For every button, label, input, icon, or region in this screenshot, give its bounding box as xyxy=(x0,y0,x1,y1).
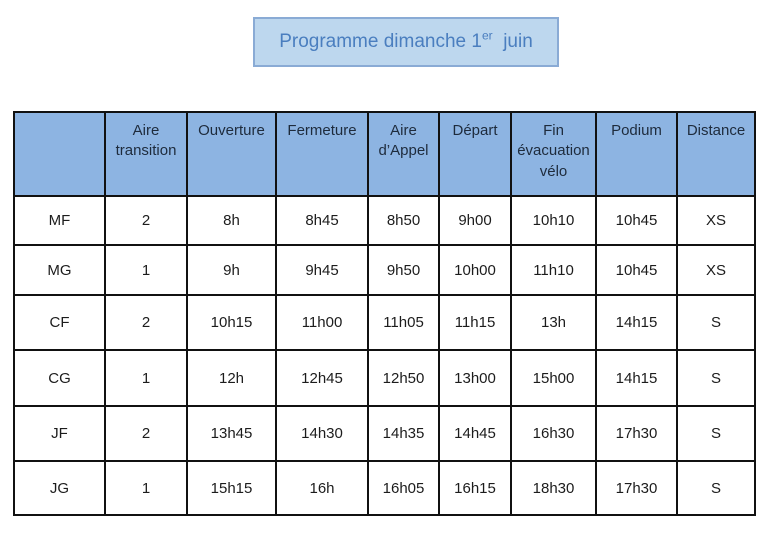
table-cell: 9h xyxy=(187,245,276,295)
header-cell-podium: Podium xyxy=(596,112,677,196)
table-cell: 15h00 xyxy=(511,350,596,406)
table-cell: 13h00 xyxy=(439,350,511,406)
header-cell-aire-transition: Aire transition xyxy=(105,112,187,196)
table-cell: 12h45 xyxy=(276,350,368,406)
table-cell: 16h xyxy=(276,461,368,515)
table-cell: 17h30 xyxy=(596,461,677,515)
table-cell: 13h45 xyxy=(187,406,276,461)
table-row xyxy=(14,406,755,461)
table-cell: 8h50 xyxy=(368,196,439,245)
table-cell: 14h30 xyxy=(276,406,368,461)
table-cell: 17h30 xyxy=(596,406,677,461)
table-cell: 1 xyxy=(105,461,187,515)
table-row xyxy=(14,350,755,406)
table-cell: S xyxy=(677,295,755,350)
table-cell: XS xyxy=(677,196,755,245)
table-cell: S xyxy=(677,461,755,515)
table-cell: 11h05 xyxy=(368,295,439,350)
table-cell: 1 xyxy=(105,245,187,295)
table-cell: 9h45 xyxy=(276,245,368,295)
header-cell-category xyxy=(14,112,105,196)
row-label: CG xyxy=(14,350,105,406)
table-cell: 10h10 xyxy=(511,196,596,245)
table-cell: XS xyxy=(677,245,755,295)
table-row xyxy=(14,196,755,245)
table-cell: 11h00 xyxy=(276,295,368,350)
table-cell: 14h45 xyxy=(439,406,511,461)
table-cell: 12h50 xyxy=(368,350,439,406)
table-cell: 2 xyxy=(105,295,187,350)
row-label: JF xyxy=(14,406,105,461)
table-cell: 16h30 xyxy=(511,406,596,461)
header-cell-aire-appel: Aire d’Appel xyxy=(368,112,439,196)
table-cell: S xyxy=(677,406,755,461)
row-label: CF xyxy=(14,295,105,350)
row-label: MG xyxy=(14,245,105,295)
header-row xyxy=(14,112,755,196)
page-title-suffix: juin xyxy=(492,31,533,52)
header-cell-ouverture: Ouverture xyxy=(187,112,276,196)
table-cell: 10h00 xyxy=(439,245,511,295)
header-cell-fin-evacuation-velo: Fin évacuation vélo xyxy=(511,112,596,196)
table-cell: 14h15 xyxy=(596,350,677,406)
table-cell: 10h45 xyxy=(596,245,677,295)
row-label: JG xyxy=(14,461,105,515)
page-title-superscript: er xyxy=(481,28,493,43)
table-cell: 11h10 xyxy=(511,245,596,295)
table-cell: 13h xyxy=(511,295,596,350)
page-title xyxy=(279,28,533,53)
table-row xyxy=(14,295,755,350)
header-cell-depart: Départ xyxy=(439,112,511,196)
table-cell: 15h15 xyxy=(187,461,276,515)
table-cell: 2 xyxy=(105,406,187,461)
table-cell: 18h30 xyxy=(511,461,596,515)
table-cell: 16h15 xyxy=(439,461,511,515)
table-cell: 1 xyxy=(105,350,187,406)
table-cell: 11h15 xyxy=(439,295,511,350)
table-row xyxy=(14,461,755,515)
table-cell: 8h xyxy=(187,196,276,245)
page-title-box xyxy=(253,17,559,67)
table-cell: 10h45 xyxy=(596,196,677,245)
header-cell-distance: Distance xyxy=(677,112,755,196)
table-row xyxy=(14,245,755,295)
table-cell: 10h15 xyxy=(187,295,276,350)
table-cell: 9h50 xyxy=(368,245,439,295)
row-label: MF xyxy=(14,196,105,245)
table-cell: 8h45 xyxy=(276,196,368,245)
page-title-text: Programme dimanche 1 xyxy=(279,31,482,52)
table-cell: 12h xyxy=(187,350,276,406)
table-cell: 9h00 xyxy=(439,196,511,245)
table-cell: 2 xyxy=(105,196,187,245)
table-cell: S xyxy=(677,350,755,406)
table-cell: 14h35 xyxy=(368,406,439,461)
schedule-table xyxy=(13,111,756,516)
table-cell: 16h05 xyxy=(368,461,439,515)
table-cell: 14h15 xyxy=(596,295,677,350)
header-cell-fermeture: Fermeture xyxy=(276,112,368,196)
